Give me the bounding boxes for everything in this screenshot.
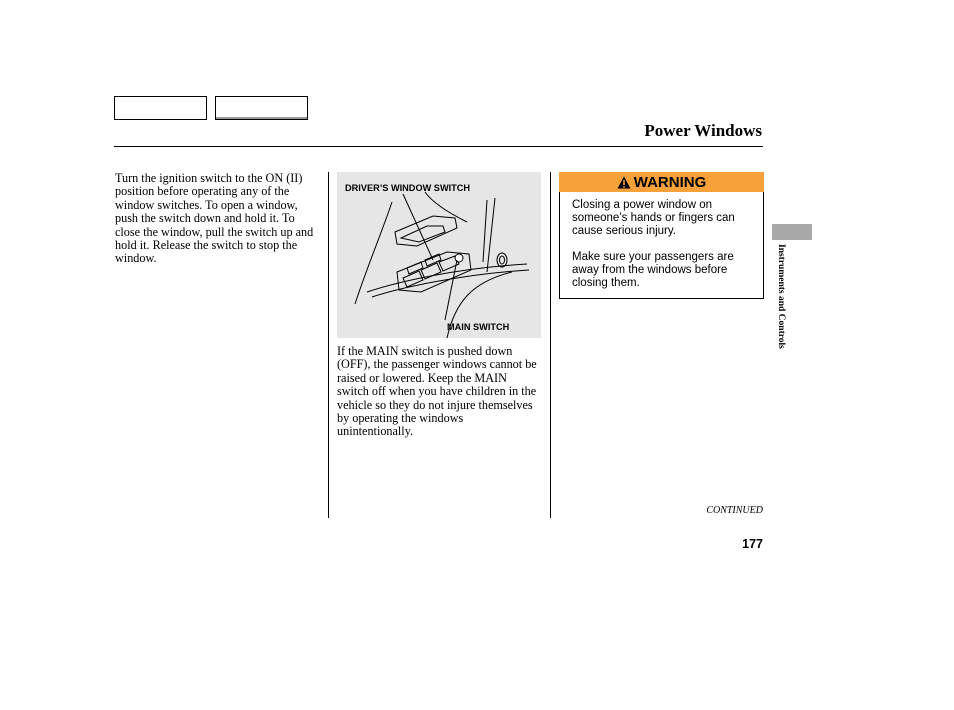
warning-paragraph-2: Make sure your passengers are away from the windows before closing them. bbox=[572, 251, 734, 289]
main-switch-label: MAIN SWITCH bbox=[447, 322, 510, 332]
door-panel-illustration bbox=[337, 172, 541, 338]
section-label: Instruments and Controls bbox=[776, 244, 786, 349]
page-number: 177 bbox=[742, 537, 763, 551]
warning-paragraph-1: Closing a power window on someone’s hands or fingers can cause serious injury. bbox=[572, 199, 735, 237]
window-switch-figure bbox=[337, 172, 541, 338]
continued-label: CONTINUED bbox=[706, 505, 763, 516]
ignition-instructions-text: Turn the ignition switch to the ON (II) position before operating any of the window switches. To open a window, push the switch down and hold it. To close the window, pull the switch up and hold it. Release the switch to stop the window. bbox=[115, 171, 314, 266]
main-switch-text: If the MAIN switch is pushed down (OFF), the passenger windows cannot be raised or lowered. Keep the MAIN switch off when you have children in the vehicle so they do not injure themselves by operating the windows unintentionally. bbox=[337, 344, 537, 439]
nav-box-table-of-contents[interactable] bbox=[215, 96, 308, 120]
warning-header bbox=[559, 172, 764, 192]
drivers-window-switch-label: DRIVER’S WINDOW SWITCH bbox=[345, 183, 471, 193]
warning-box bbox=[559, 192, 764, 299]
page-title: Power Windows bbox=[644, 121, 762, 140]
nav-box-main-menu[interactable] bbox=[114, 96, 207, 120]
section-tab bbox=[772, 224, 812, 240]
column-divider-1 bbox=[328, 172, 329, 518]
warning-title: WARNING bbox=[633, 173, 707, 191]
column-divider-2 bbox=[550, 172, 551, 518]
title-rule bbox=[114, 146, 763, 147]
warning-triangle-icon bbox=[617, 176, 631, 189]
